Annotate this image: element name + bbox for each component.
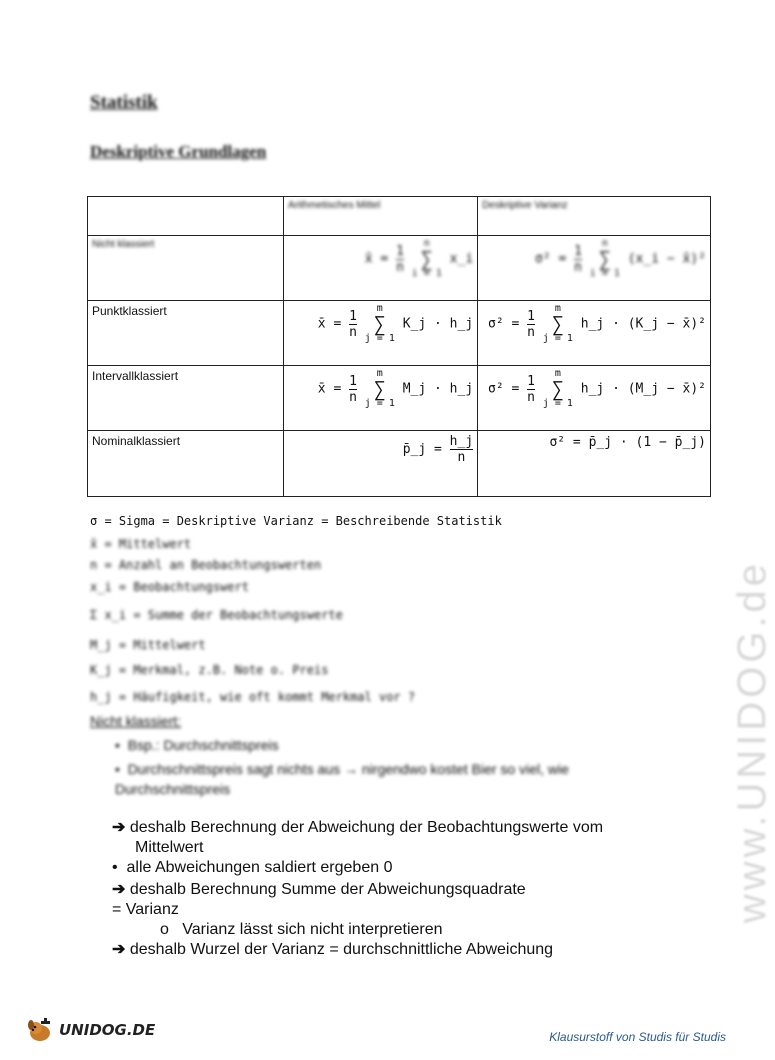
- mean-formula: [284, 431, 478, 497]
- dog-mascot-icon: [25, 1015, 55, 1045]
- fraction-numerator: h_j: [449, 434, 474, 449]
- sum-operator: [365, 369, 395, 409]
- mean-formula: [284, 366, 478, 431]
- formula-fraction: [396, 244, 404, 275]
- table-row: [88, 236, 711, 301]
- sum-operator: [590, 239, 620, 279]
- formula-lhs: x̄ =: [317, 381, 342, 397]
- formula-fraction: [574, 244, 582, 275]
- body-line: [112, 880, 526, 900]
- sigma-icon: ∑: [551, 377, 564, 401]
- formula-term: x_i: [449, 251, 474, 267]
- table-row: [88, 301, 711, 366]
- sum-upper: n: [601, 238, 608, 249]
- body-text: Varianz lässt sich nicht interpretieren: [182, 921, 443, 938]
- bullet-text: Bsp.: Durchschnittspreis: [127, 737, 279, 753]
- fraction-denominator: n: [574, 259, 582, 275]
- formula-lhs: σ² =: [488, 381, 520, 397]
- body-text: deshalb Berechnung Summe der Abweichungsquadrate: [129, 881, 526, 898]
- sum-lower: i = 1: [589, 268, 620, 279]
- formula-lhs: p̄_j =: [402, 442, 442, 457]
- row-label: Intervallklassiert: [88, 366, 284, 431]
- legend-line: x̄ = Mittelwert: [90, 537, 192, 551]
- bullet-text: Durchschnittspreis sagt nichts aus → nirgendwo kostet Bier so viel, wie Durchschnittspreis: [115, 761, 569, 797]
- fraction-denominator: n: [396, 259, 404, 275]
- fraction-numerator: 1: [527, 373, 535, 389]
- fraction-denominator: n: [349, 389, 357, 405]
- formula-lhs: x̄ =: [364, 251, 389, 267]
- formula-lhs: σ² =: [534, 251, 567, 267]
- legend-line: n = Anzahl an Beobachtungswerten: [90, 558, 322, 572]
- page-title: Statistik: [90, 92, 158, 113]
- footer-tagline: Klausurstoff von Studis für Studis: [549, 1030, 726, 1044]
- body-line: [112, 818, 603, 838]
- table-header-mean: Arithmetisches Mittel: [284, 197, 478, 236]
- sigma-icon: ∑: [373, 377, 386, 401]
- footer-logo: [25, 1015, 155, 1045]
- body-line: = Varianz: [112, 901, 179, 918]
- formula-lhs: x̄ =: [317, 316, 342, 332]
- sum-lower: j = 1: [364, 333, 395, 344]
- legend-line: h_j = Häufigkeit, wie oft kommt Merkmal vor ?: [90, 690, 416, 704]
- formula-fraction: [450, 434, 473, 465]
- fraction-denominator: n: [349, 324, 357, 340]
- formula-term: h_j · (K_j − x̄)²: [580, 316, 706, 332]
- fraction-numerator: 1: [574, 243, 582, 259]
- list-item: [115, 759, 675, 799]
- sum-operator: [543, 304, 573, 344]
- mean-formula: [284, 236, 478, 301]
- fraction-denominator: n: [527, 324, 535, 340]
- body-line: [112, 940, 553, 960]
- formula-term: M_j · h_j: [402, 381, 474, 397]
- legend-line: x_i = Beobachtungswert: [90, 580, 249, 594]
- fraction-numerator: 1: [349, 308, 357, 324]
- formula-lhs: σ² =: [549, 435, 581, 450]
- sum-operator: [412, 239, 442, 279]
- variance-formula: [478, 301, 711, 366]
- body-text: alle Abweichungen saldiert ergeben 0: [126, 859, 393, 876]
- bullet-marker: •: [115, 761, 128, 777]
- legend-line: Σ x_i = Summe der Beobachtungswerte: [90, 608, 343, 622]
- logo-text: UNIDOG.DE: [59, 1021, 156, 1039]
- sum-upper: m: [376, 368, 383, 379]
- sigma-icon: ∑: [598, 247, 611, 271]
- sum-operator: [365, 304, 395, 344]
- sum-upper: m: [554, 303, 561, 314]
- row-label: Nicht klassiert: [88, 236, 284, 301]
- table-row: [88, 366, 711, 431]
- legend-line: M_j = Mittelwert: [90, 638, 206, 652]
- sum-lower: j = 1: [542, 398, 573, 409]
- sigma-icon: ∑: [551, 312, 564, 336]
- fraction-numerator: 1: [527, 308, 535, 324]
- table-row: [88, 431, 711, 497]
- arrow-right-icon: ➔: [112, 941, 126, 958]
- arrow-right-icon: ➔: [112, 819, 126, 836]
- row-label: Punktklassiert: [88, 301, 284, 366]
- bullet-marker: •: [112, 859, 127, 876]
- formula-fraction: [527, 309, 535, 340]
- formula-fraction: [349, 309, 357, 340]
- formula-term: h_j · (M_j − x̄)²: [580, 381, 706, 397]
- table-header-row: [88, 197, 711, 236]
- sub-bullet-marker: o: [160, 921, 169, 938]
- sum-lower: j = 1: [542, 333, 573, 344]
- formula-table: [87, 196, 711, 497]
- variance-formula: [478, 431, 711, 497]
- formula-term: K_j · h_j: [402, 316, 474, 332]
- sum-upper: m: [376, 303, 383, 314]
- body-text: deshalb Wurzel der Varianz = durchschnittliche Abweichung: [129, 941, 554, 958]
- sum-upper: n: [423, 238, 430, 249]
- arrow-right-icon: ➔: [112, 881, 126, 898]
- page-subtitle: Deskriptive Grundlagen: [90, 142, 267, 161]
- list-item: [160, 920, 443, 940]
- sigma-icon: ∑: [420, 247, 433, 271]
- row-label: Nominalklassiert: [88, 431, 284, 497]
- fraction-numerator: 1: [349, 373, 357, 389]
- formula-term: p̄_j · (1 − p̄_j): [588, 435, 706, 450]
- formula-term: (x_i − x̄)²: [627, 251, 706, 267]
- variance-formula: [478, 236, 711, 301]
- formula-fraction: [349, 374, 357, 405]
- table-header-empty: [88, 197, 284, 236]
- watermark: www.UNIDOG.de: [730, 560, 774, 924]
- list-item: [112, 858, 392, 878]
- sum-lower: j = 1: [364, 398, 395, 409]
- fraction-denominator: n: [457, 450, 466, 465]
- sigma-icon: ∑: [373, 312, 386, 336]
- section-heading: Nicht klassiert:: [90, 713, 182, 729]
- legend-line: K_j = Merkmal, z.B. Note o. Preis: [90, 663, 329, 677]
- table-header-variance: Deskriptive Varianz: [478, 197, 711, 236]
- sum-lower: i = 1: [411, 268, 442, 279]
- fraction-numerator: 1: [396, 243, 404, 259]
- bullet-marker: •: [115, 737, 128, 753]
- sum-upper: m: [554, 368, 561, 379]
- formula-lhs: σ² =: [488, 316, 520, 332]
- list-item: [115, 737, 279, 753]
- body-text: deshalb Berechnung der Abweichung der Beobachtungswerte vom: [129, 819, 604, 836]
- sum-operator: [543, 369, 573, 409]
- fraction-denominator: n: [527, 389, 535, 405]
- formula-fraction: [527, 374, 535, 405]
- body-line: Mittelwert: [135, 839, 204, 856]
- mean-formula: [284, 301, 478, 366]
- variance-formula: [478, 366, 711, 431]
- legend-line: σ = Sigma = Deskriptive Varianz = Beschreibende Statistik: [90, 514, 502, 528]
